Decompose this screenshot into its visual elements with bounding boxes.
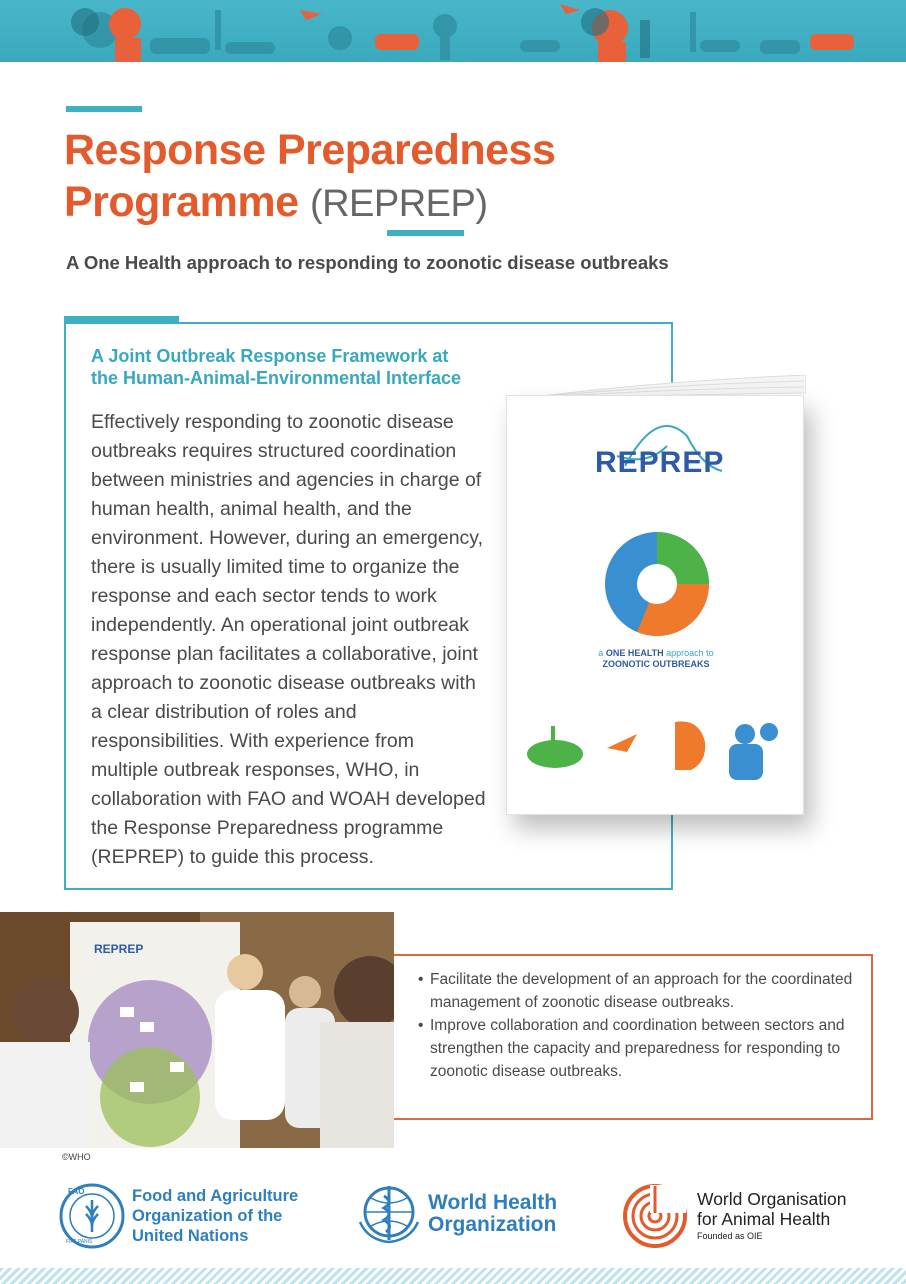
fao-logo-text (132, 1186, 298, 1246)
booklet-logo: REPREP (595, 446, 725, 479)
fao-name-line-1: Food and Agriculture (132, 1187, 299, 1205)
photo-credit: ©WHO (62, 1152, 91, 1162)
framework-accent-bar (64, 316, 179, 322)
who-name-line-1: World Health (428, 1191, 558, 1214)
woah-founded-note: Founded as OIE (697, 1231, 763, 1241)
booklet-front (506, 395, 804, 815)
header-banner (0, 0, 906, 62)
page-title (64, 124, 684, 230)
objectives-list (418, 968, 858, 1083)
booklet-caption (507, 648, 805, 670)
framework-body-text: Effectively responding to zoonotic disease outbreaks requires structured coordination between ministries and agencies in charge of human health, animal health, and the environment. However, during an emergency, there is usually limited time to organize the response and each sector tends to work independently. An operational joint outbreak response plan facilitates a collaborative, joint approach to zoonotic disease outbreaks with a clear distribution of roles and responsibilities. With experience from multiple outbreak responses, WHO, in collaboration with FAO and WOAH developed the Response Preparedness programme (REPREP) to guide this process. (91, 411, 486, 868)
woah-name-line-2: for Animal Health (697, 1209, 831, 1229)
booklet-caption-line-2: ZOONOTIC OUTBREAKS (602, 659, 710, 669)
board-reprep-label: REPREP (94, 942, 144, 956)
objectives-box (394, 954, 873, 1120)
list-item: • Improve collaboration and coordination between sectors and strengthen the capacity and preparedness for responding to zoonotic disease outbreaks. (418, 1014, 858, 1083)
woah-logo-text (697, 1189, 846, 1229)
woah-name-line-1: World Organisation (697, 1189, 847, 1209)
booklet-caption-bold: ONE HEALTH (605, 648, 664, 658)
title-abbreviation: (REPREP) (309, 183, 488, 225)
workshop-photo (0, 912, 394, 1148)
footer-stripe (0, 1268, 906, 1284)
wildlife-silhouettes-illustration (0, 0, 906, 62)
reprep-booklet-cover (506, 395, 804, 815)
fao-name-line-3: United Nations (132, 1227, 249, 1245)
woah-emblem-icon (622, 1183, 688, 1249)
title-underline-bar (387, 230, 464, 236)
who-logo-text (428, 1192, 557, 1236)
who-emblem-icon (354, 1182, 424, 1246)
fao-emblem-text: FAO (68, 1187, 85, 1196)
workshop-photo-image (0, 912, 394, 1148)
fao-name-line-2: Organization of the (132, 1207, 283, 1225)
title-accent-bar (66, 106, 142, 112)
framework-heading-line-1: A Joint Outbreak Response Framework at (91, 346, 449, 366)
booklet-caption-post: approach to (663, 648, 714, 658)
booklet-caption-pre: a (598, 648, 606, 658)
framework-heading-line-2: the Human-Animal-Environmental Interface (91, 368, 462, 388)
who-name-line-2: Organization (428, 1213, 557, 1236)
title-programme: Programme (64, 178, 299, 226)
title-line-1: Response Preparedness (64, 126, 556, 174)
page-subtitle: A One Health approach to responding to zoonotic disease outbreaks (66, 252, 669, 273)
fao-emblem-motto: FIAT PANIS (66, 1239, 93, 1245)
framework-heading (91, 345, 511, 389)
list-item: • Facilitate the development of an approach for the coordinated management of zoonotic disease outbreaks. (418, 968, 858, 1014)
title-line-2 (64, 176, 684, 230)
